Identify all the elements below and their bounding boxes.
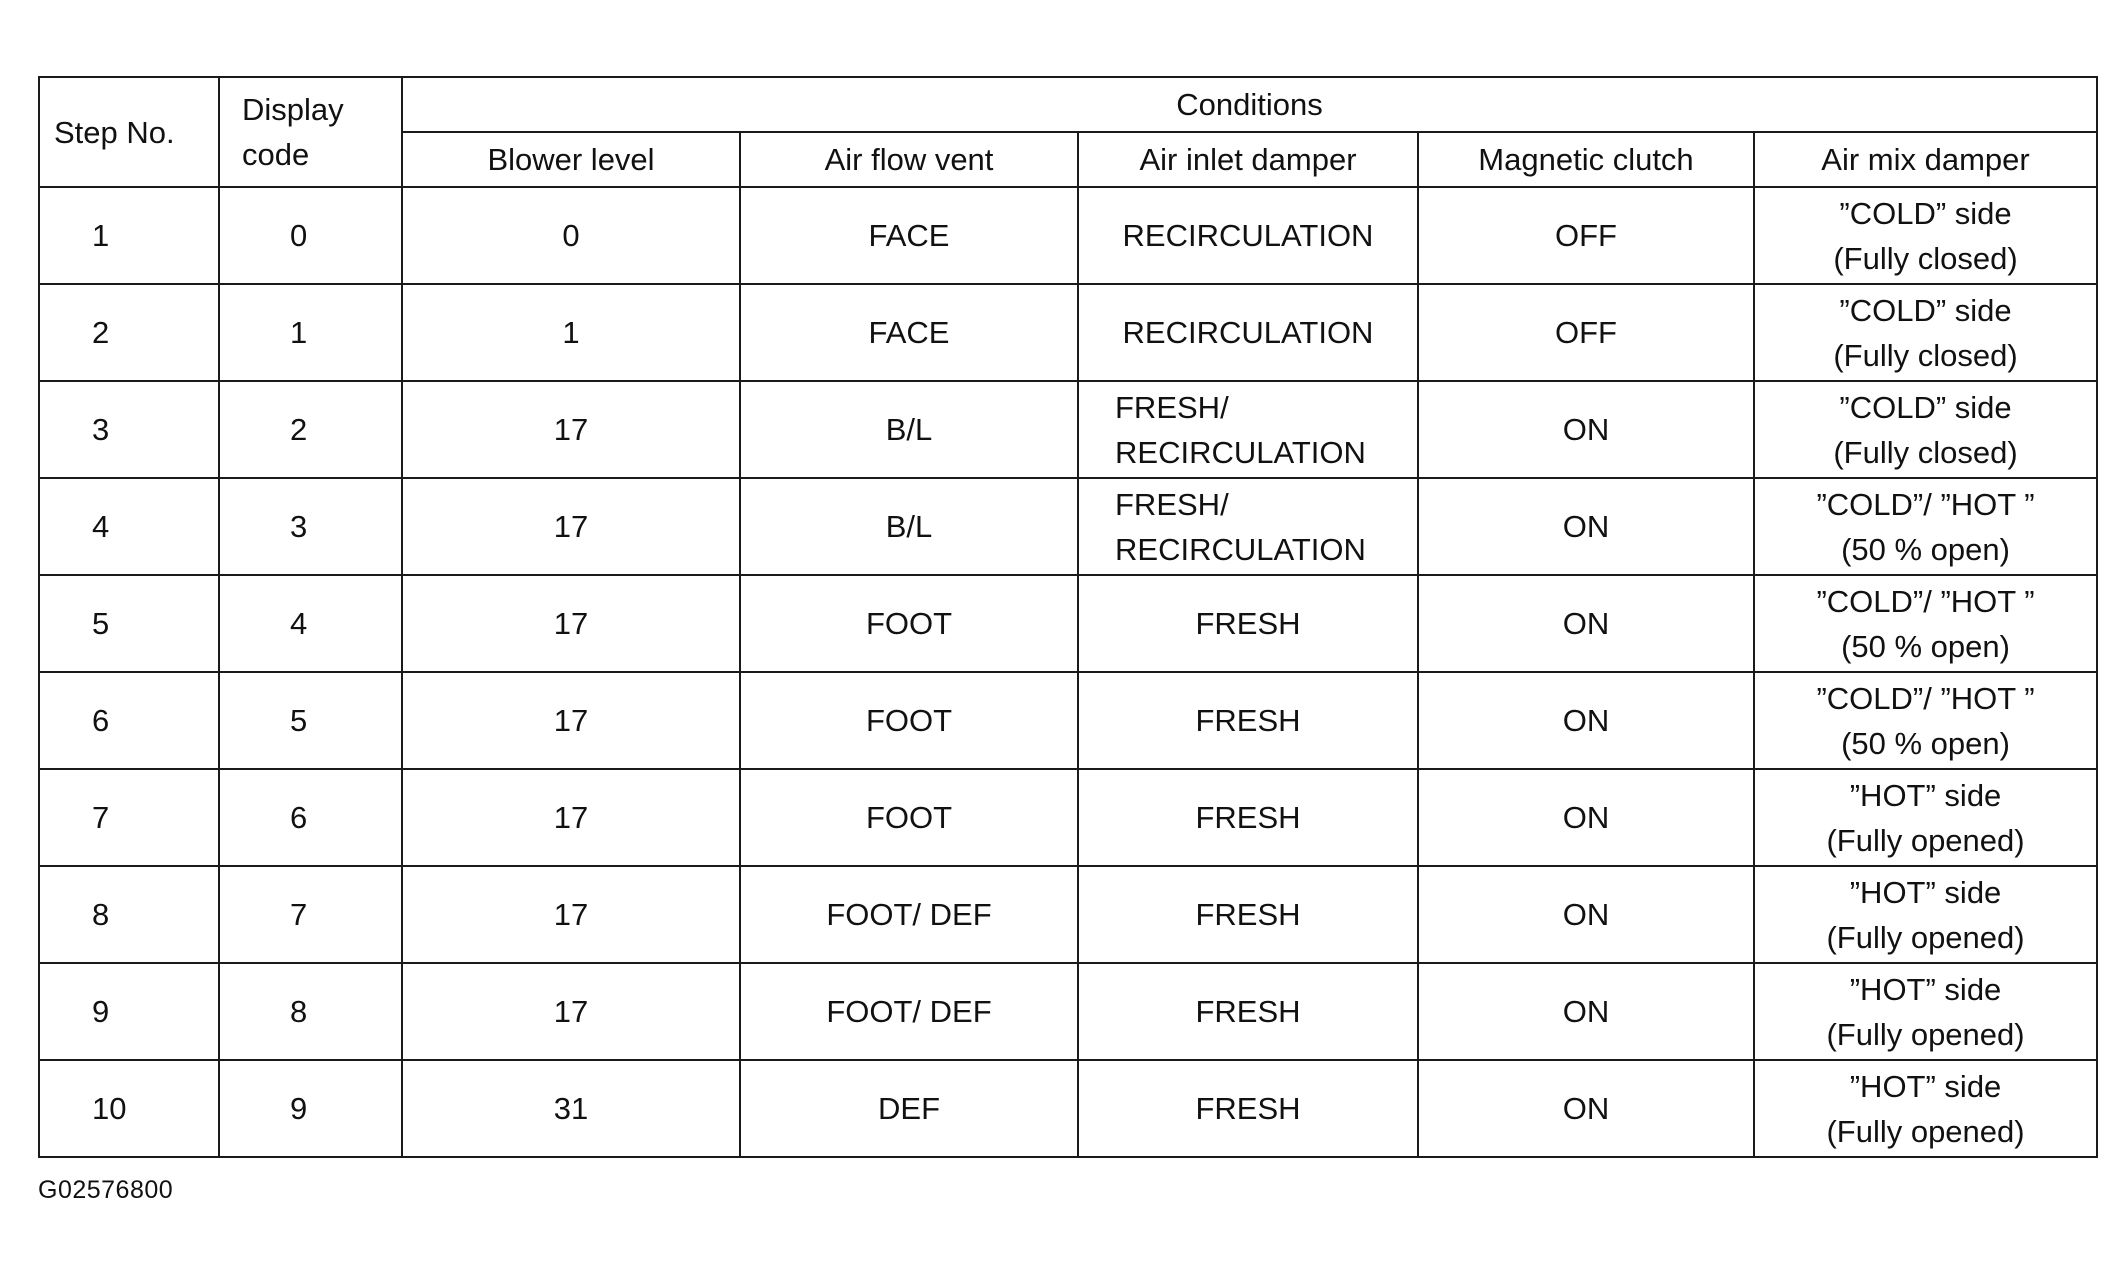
cell-blower-level: 17 [402, 769, 740, 866]
table-row [39, 866, 2097, 963]
header-air-flow-vent: Air flow vent [740, 132, 1078, 187]
cell-blower-level: 17 [402, 672, 740, 769]
table-row [39, 381, 2097, 478]
cell-display-code: 7 [219, 866, 402, 963]
cell-air-mix-damper-line1: ”HOT” side [1849, 1068, 2002, 1104]
cell-air-mix-damper-line2: (Fully opened) [1826, 1016, 2025, 1052]
cell-step-no: 10 [39, 1060, 219, 1157]
conditions-table-container [38, 76, 2096, 1158]
cell-step-no: 5 [39, 575, 219, 672]
cell-display-code: 5 [219, 672, 402, 769]
cell-display-code: 0 [219, 187, 402, 284]
cell-step-no: 7 [39, 769, 219, 866]
cell-air-mix-damper-line1: ”COLD”/ ”HOT ” [1816, 583, 2035, 619]
cell-air-mix-damper-line1: ”COLD” side [1839, 292, 2012, 328]
cell-air-inlet-damper-line1: FRESH/ [1115, 486, 1229, 522]
table-header [39, 77, 2097, 187]
cell-air-flow-vent: DEF [740, 1060, 1078, 1157]
cell-step-no: 4 [39, 478, 219, 575]
cell-step-no: 1 [39, 187, 219, 284]
cell-air-inlet-damper: FRESH [1078, 575, 1418, 672]
table-row [39, 284, 2097, 381]
cell-magnetic-clutch: ON [1418, 963, 1754, 1060]
cell-air-mix-damper-line2: (50 % open) [1841, 531, 2010, 567]
cell-air-mix-damper [1754, 1060, 2097, 1157]
cell-display-code: 2 [219, 381, 402, 478]
cell-air-mix-damper [1754, 866, 2097, 963]
cell-air-flow-vent: B/L [740, 478, 1078, 575]
header-conditions: Conditions [402, 77, 2097, 132]
cell-air-mix-damper-line1: ”HOT” side [1849, 874, 2002, 910]
cell-air-inlet-damper-line2: RECIRCULATION [1115, 531, 1366, 567]
header-display-code [219, 77, 402, 187]
cell-air-mix-damper-line2: (50 % open) [1841, 628, 2010, 664]
cell-air-mix-damper [1754, 575, 2097, 672]
figure-code: G02576800 [38, 1176, 174, 1204]
cell-air-flow-vent: FOOT/ DEF [740, 963, 1078, 1060]
cell-air-inlet-damper: FRESH [1078, 1060, 1418, 1157]
cell-air-inlet-damper [1078, 478, 1418, 575]
cell-magnetic-clutch: OFF [1418, 187, 1754, 284]
cell-display-code: 1 [219, 284, 402, 381]
table-body [39, 187, 2097, 1157]
cell-air-mix-damper [1754, 478, 2097, 575]
cell-air-flow-vent: FOOT [740, 769, 1078, 866]
cell-air-mix-damper [1754, 187, 2097, 284]
cell-air-flow-vent: FOOT [740, 672, 1078, 769]
cell-blower-level: 17 [402, 478, 740, 575]
table-row [39, 187, 2097, 284]
cell-air-inlet-damper: RECIRCULATION [1078, 187, 1418, 284]
cell-air-inlet-damper-line1: FRESH/ [1115, 389, 1229, 425]
cell-air-mix-damper-line2: (Fully opened) [1826, 822, 2025, 858]
cell-air-inlet-damper: FRESH [1078, 866, 1418, 963]
cell-blower-level: 17 [402, 963, 740, 1060]
cell-step-no: 2 [39, 284, 219, 381]
cell-air-mix-damper-line2: (Fully opened) [1826, 1113, 2025, 1149]
cell-blower-level: 17 [402, 575, 740, 672]
conditions-table [38, 76, 2098, 1158]
cell-display-code: 8 [219, 963, 402, 1060]
cell-blower-level: 0 [402, 187, 740, 284]
header-row-top [39, 77, 2097, 132]
cell-blower-level: 17 [402, 381, 740, 478]
cell-step-no: 9 [39, 963, 219, 1060]
table-row [39, 963, 2097, 1060]
cell-air-mix-damper-line1: ”COLD” side [1839, 389, 2012, 425]
table-row [39, 575, 2097, 672]
cell-air-mix-damper [1754, 963, 2097, 1060]
cell-blower-level: 17 [402, 866, 740, 963]
cell-blower-level: 31 [402, 1060, 740, 1157]
cell-air-inlet-damper: FRESH [1078, 769, 1418, 866]
cell-display-code: 3 [219, 478, 402, 575]
cell-magnetic-clutch: ON [1418, 672, 1754, 769]
cell-air-mix-damper [1754, 381, 2097, 478]
cell-air-mix-damper-line1: ”COLD”/ ”HOT ” [1816, 680, 2035, 716]
cell-air-flow-vent: FOOT [740, 575, 1078, 672]
cell-air-mix-damper-line2: (Fully closed) [1833, 337, 2018, 373]
cell-air-mix-damper-line1: ”COLD”/ ”HOT ” [1816, 486, 2035, 522]
cell-step-no: 3 [39, 381, 219, 478]
cell-air-inlet-damper-line2: RECIRCULATION [1115, 434, 1366, 470]
header-magnetic-clutch: Magnetic clutch [1418, 132, 1754, 187]
cell-step-no: 6 [39, 672, 219, 769]
header-air-inlet-damper: Air inlet damper [1078, 132, 1418, 187]
header-step-no: Step No. [39, 77, 219, 187]
table-row [39, 1060, 2097, 1157]
cell-magnetic-clutch: ON [1418, 769, 1754, 866]
cell-air-mix-damper-line1: ”HOT” side [1849, 971, 2002, 1007]
header-display-line2: code [242, 137, 310, 172]
cell-magnetic-clutch: ON [1418, 478, 1754, 575]
cell-air-mix-damper [1754, 769, 2097, 866]
cell-air-inlet-damper: FRESH [1078, 672, 1418, 769]
table-row [39, 769, 2097, 866]
cell-air-inlet-damper: RECIRCULATION [1078, 284, 1418, 381]
cell-air-mix-damper-line2: (Fully closed) [1833, 240, 2018, 276]
header-blower-level: Blower level [402, 132, 740, 187]
header-display-line1: Display [242, 92, 344, 127]
cell-magnetic-clutch: ON [1418, 1060, 1754, 1157]
cell-display-code: 6 [219, 769, 402, 866]
cell-air-flow-vent: FOOT/ DEF [740, 866, 1078, 963]
cell-display-code: 9 [219, 1060, 402, 1157]
cell-magnetic-clutch: OFF [1418, 284, 1754, 381]
cell-step-no: 8 [39, 866, 219, 963]
cell-air-mix-damper [1754, 284, 2097, 381]
cell-magnetic-clutch: ON [1418, 866, 1754, 963]
cell-magnetic-clutch: ON [1418, 575, 1754, 672]
cell-air-mix-damper-line2: (Fully opened) [1826, 919, 2025, 955]
cell-air-mix-damper-line2: (50 % open) [1841, 725, 2010, 761]
cell-air-mix-damper-line1: ”COLD” side [1839, 195, 2012, 231]
cell-air-flow-vent: B/L [740, 381, 1078, 478]
cell-air-flow-vent: FACE [740, 284, 1078, 381]
header-air-mix-damper: Air mix damper [1754, 132, 2097, 187]
cell-display-code: 4 [219, 575, 402, 672]
cell-air-inlet-damper [1078, 381, 1418, 478]
cell-air-flow-vent: FACE [740, 187, 1078, 284]
table-row [39, 672, 2097, 769]
cell-air-mix-damper-line2: (Fully closed) [1833, 434, 2018, 470]
cell-magnetic-clutch: ON [1418, 381, 1754, 478]
cell-air-mix-damper-line1: ”HOT” side [1849, 777, 2002, 813]
cell-air-mix-damper [1754, 672, 2097, 769]
cell-blower-level: 1 [402, 284, 740, 381]
cell-air-inlet-damper: FRESH [1078, 963, 1418, 1060]
table-row [39, 478, 2097, 575]
